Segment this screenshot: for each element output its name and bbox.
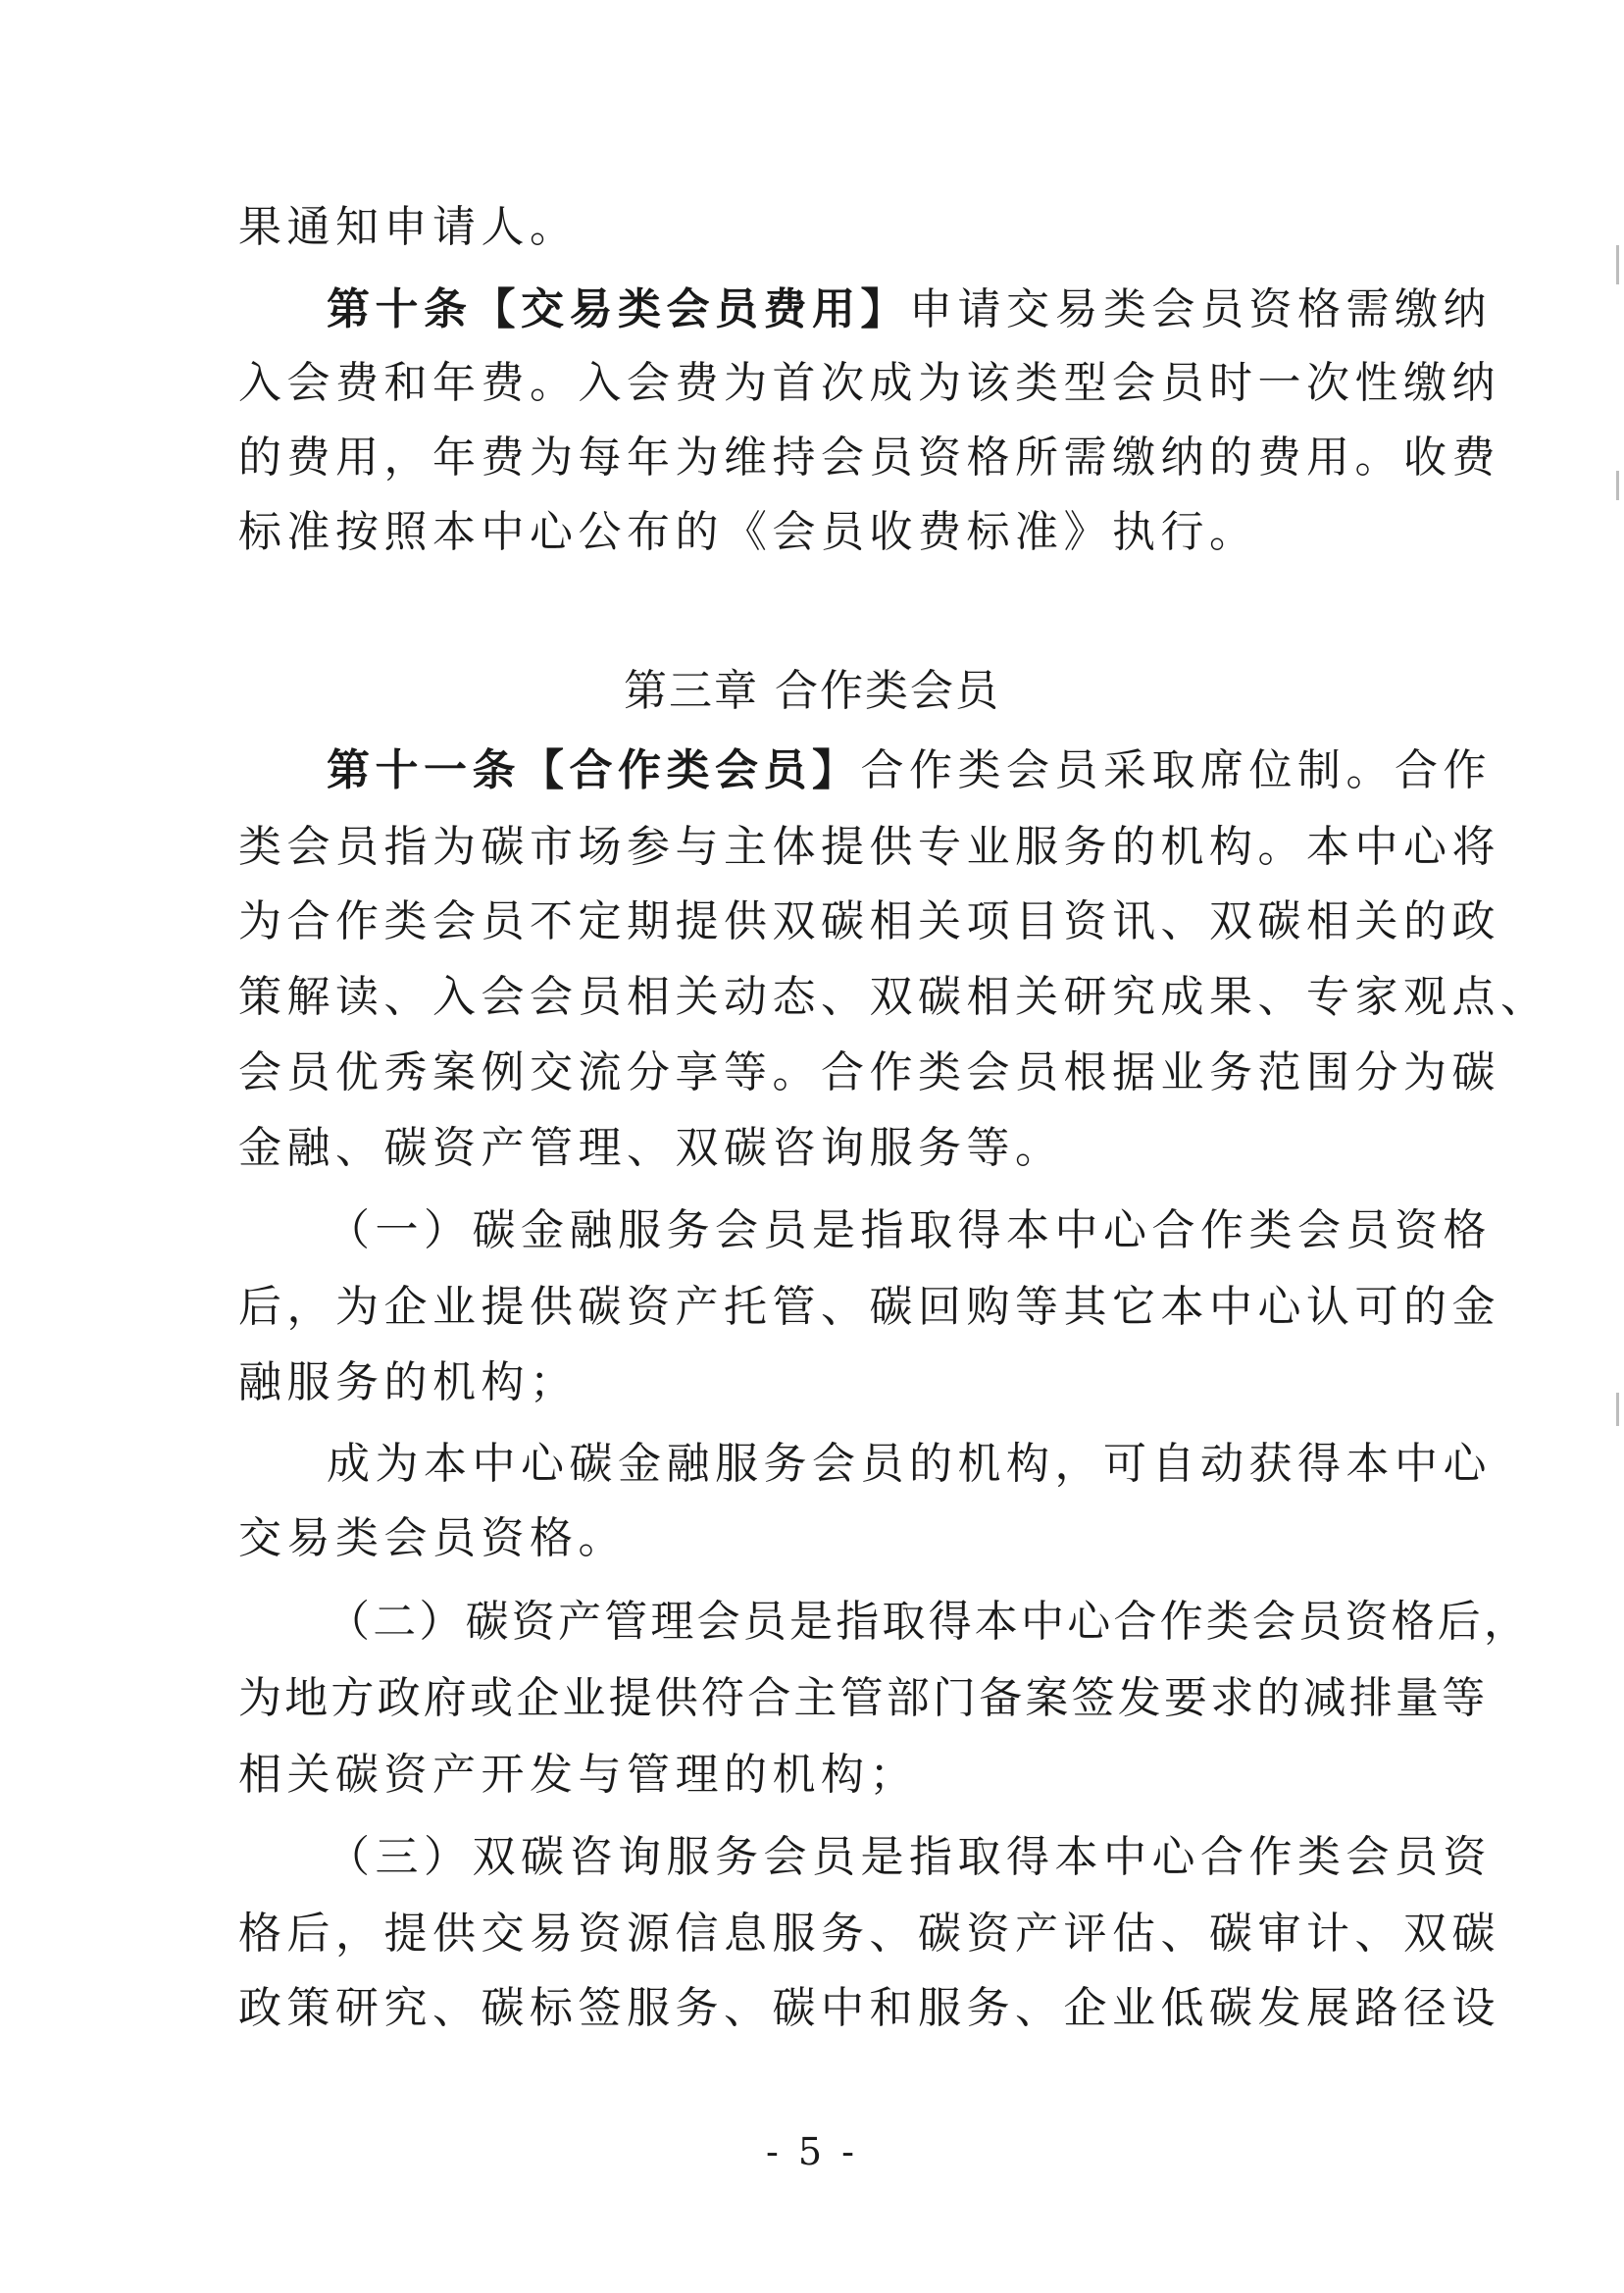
text-line: 的费用，年费为每年为维持会员资格所需缴纳的费用。收费 — [238, 433, 1500, 483]
article-10-heading: 第十条【交易类会员费用】 — [327, 284, 909, 334]
text-line: 入会费和年费。入会费为首次成为该类型会员时一次性缴纳 — [238, 358, 1500, 408]
text-line: 策解读、入会会员相关动态、双碳相关研究成果、专家观点、 — [238, 972, 1549, 1022]
text-line: 申请交易类会员资格需缴纳 — [909, 284, 1492, 334]
chapter-title: 第三章 合作类会员 — [624, 666, 1000, 716]
text-line: 为合作类会员不定期提供双碳相关项目资讯、双碳相关的政 — [238, 896, 1500, 946]
article-11-heading: 第十一条【合作类会员】 — [327, 745, 861, 795]
text-line: 标准按照本中心公布的《会员收费标准》执行。 — [238, 507, 1258, 557]
text-line: 融服务的机构； — [238, 1357, 579, 1407]
text-line: （三）双碳咨询服务会员是指取得本中心合作类会员资 — [327, 1832, 1492, 1882]
text-line: 政策研究、碳标签服务、碳中和服务、企业低碳发展路径设 — [238, 1983, 1500, 2033]
article-10-paragraph — [327, 284, 1492, 334]
text-line: 相关碳资产开发与管理的机构； — [238, 1750, 918, 1800]
text-line: 金融、碳资产管理、双碳咨询服务等。 — [238, 1123, 1064, 1173]
text-line: （二）碳资产管理会员是指取得本中心合作类会员资格后， — [327, 1597, 1531, 1647]
scan-edge-mark — [1616, 471, 1619, 500]
text-line: 果通知申请人。 — [238, 202, 579, 252]
scan-edge-mark — [1616, 245, 1619, 284]
article-11-paragraph — [327, 745, 1492, 795]
text-line: 为地方政府或企业提供符合主管部门备案签发要求的减排量等 — [238, 1673, 1489, 1723]
text-line: 合作类会员采取席位制。合作 — [860, 745, 1492, 795]
text-line: 会员优秀案例交流分享等。合作类会员根据业务范围分为碳 — [238, 1047, 1500, 1097]
text-line: 交易类会员资格。 — [238, 1513, 627, 1563]
page-number: - 5 - — [765, 2130, 858, 2173]
text-line: 类会员指为碳市场参与主体提供专业服务的机构。本中心将 — [238, 822, 1500, 872]
text-line: 成为本中心碳金融服务会员的机构，可自动获得本中心 — [327, 1439, 1492, 1489]
text-line: 后，为企业提供碳资产托管、碳回购等其它本中心认可的金 — [238, 1282, 1500, 1332]
scan-edge-mark — [1616, 1393, 1619, 1426]
text-line: （一）碳金融服务会员是指取得本中心合作类会员资格 — [327, 1205, 1492, 1255]
text-line: 格后，提供交易资源信息服务、碳资产评估、碳审计、双碳 — [238, 1909, 1500, 1959]
